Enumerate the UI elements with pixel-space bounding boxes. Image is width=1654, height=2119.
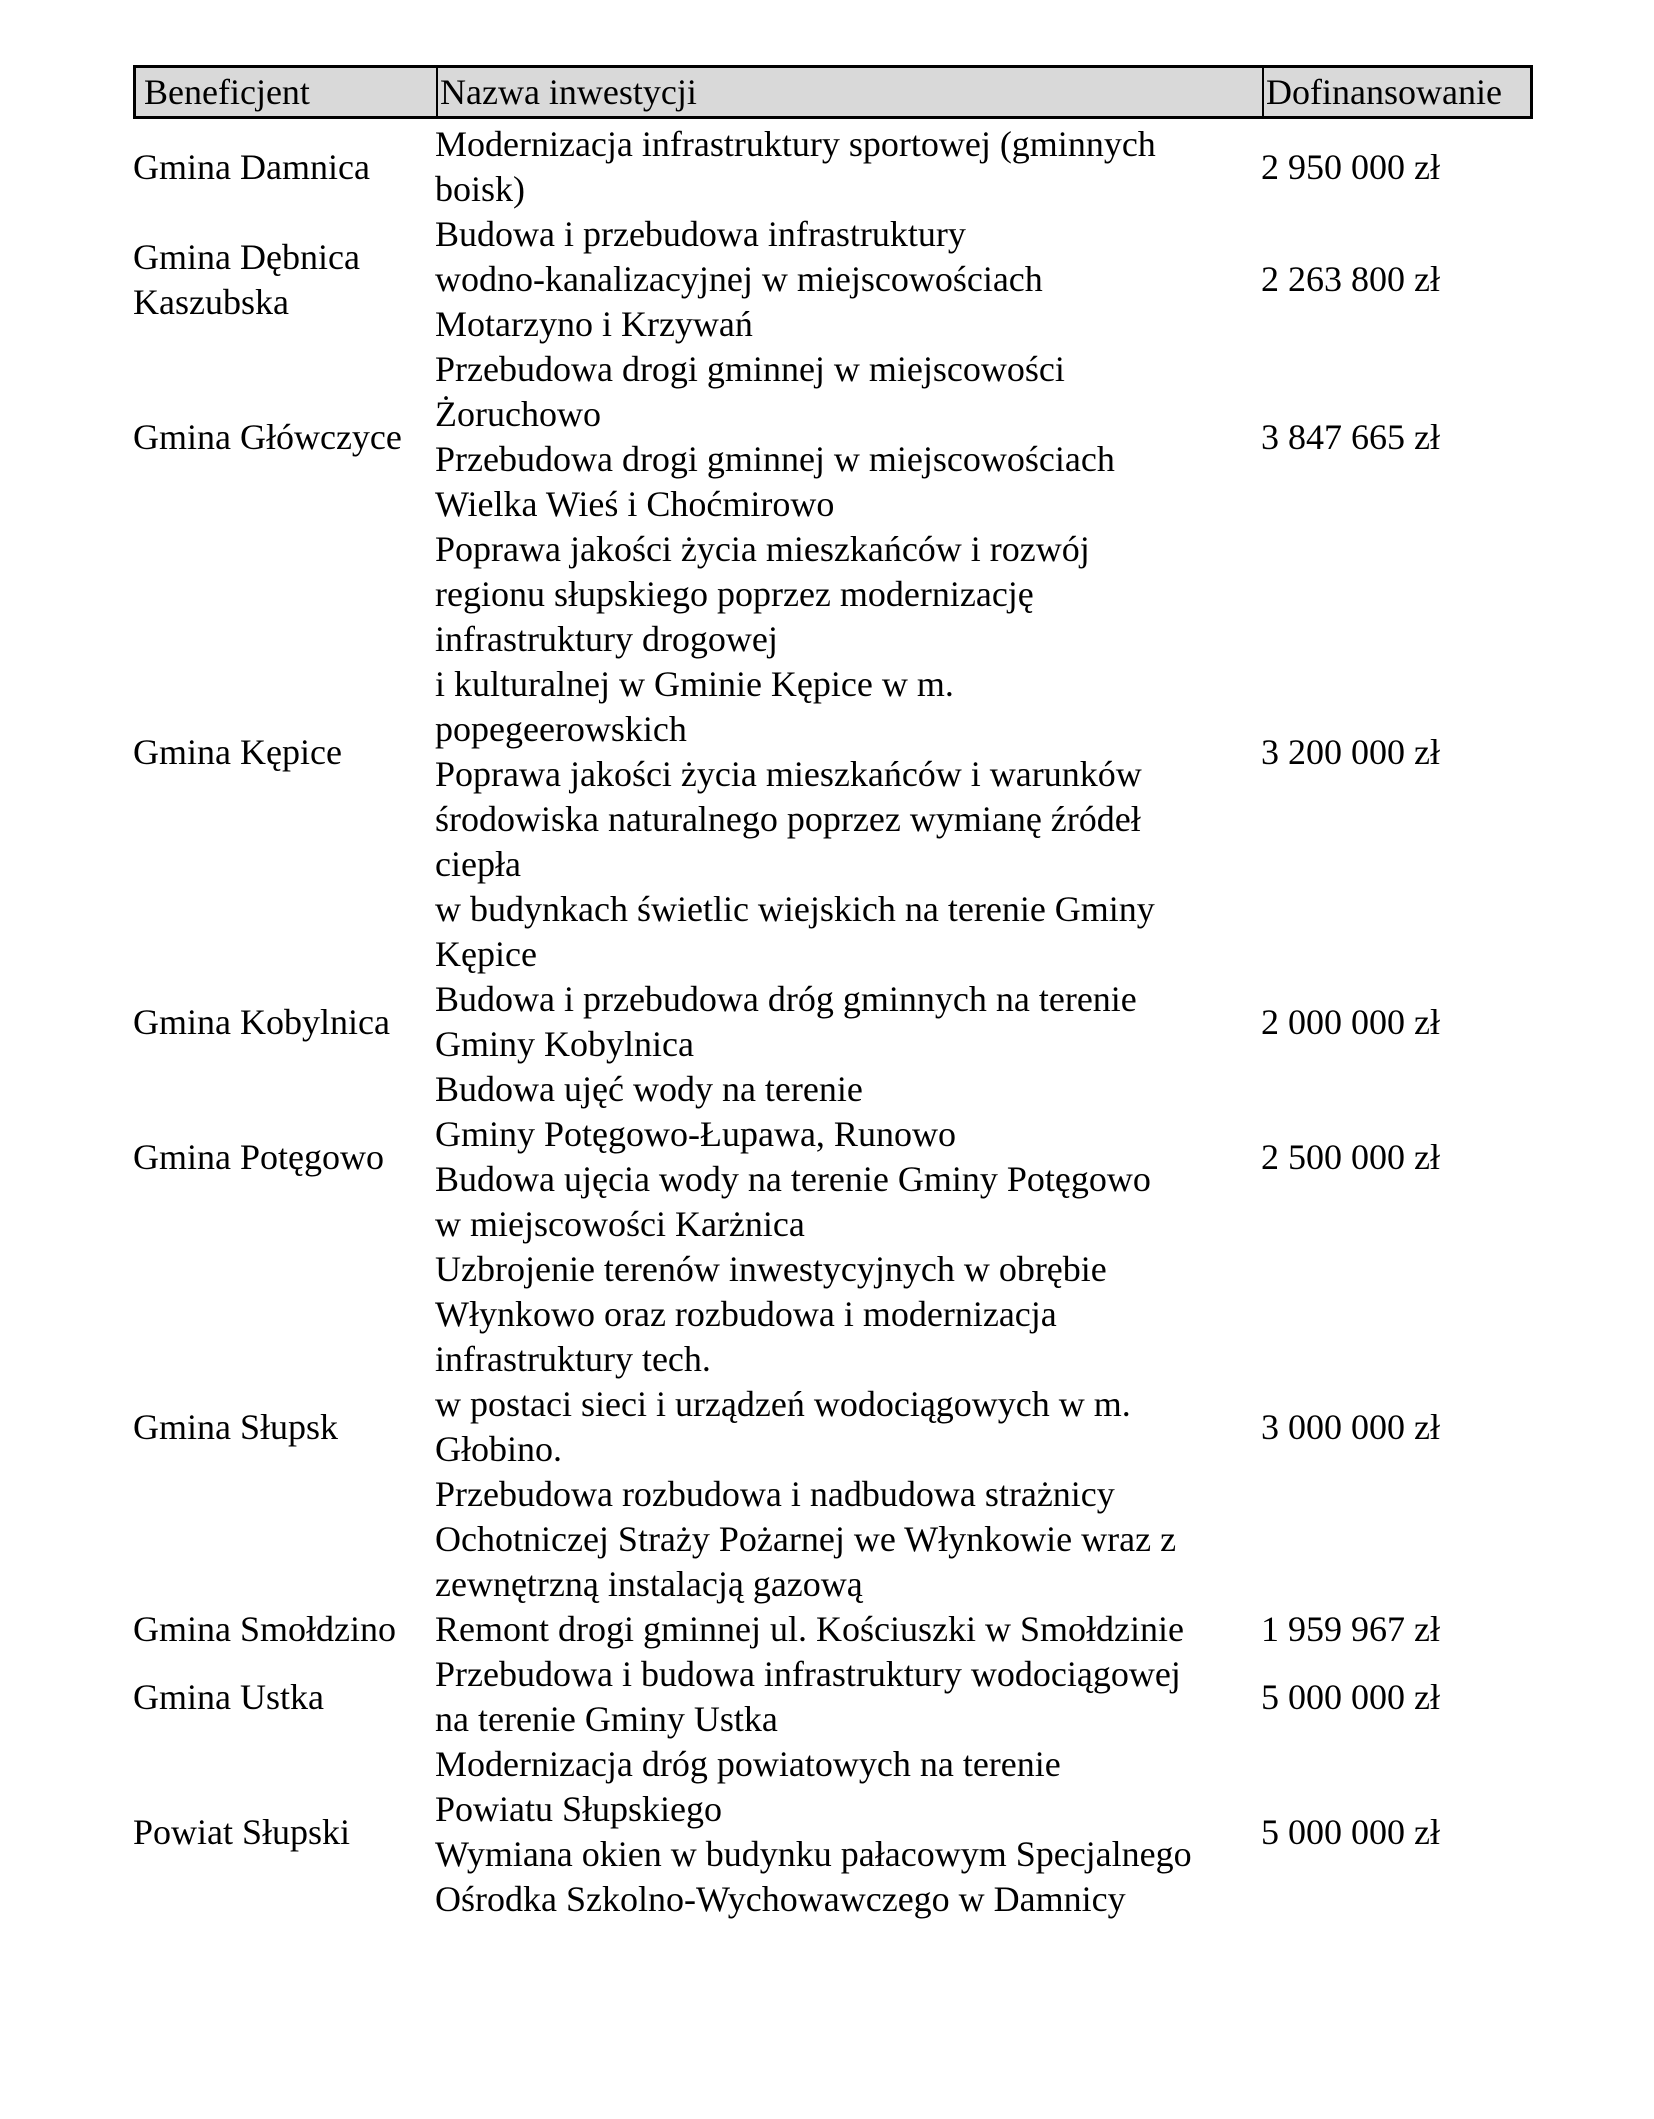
funding-cell: 1 959 967 zł bbox=[1261, 1609, 1440, 1649]
table-row bbox=[133, 1607, 1533, 1652]
investment-line: Kępice bbox=[435, 934, 537, 974]
investment-line: zewnętrzną instalacją gazową bbox=[435, 1564, 863, 1604]
beneficiary-cell bbox=[133, 730, 435, 775]
beneficiary-cell bbox=[133, 1675, 435, 1720]
table-header bbox=[133, 65, 1533, 119]
beneficiary-line: Gmina Potęgowo bbox=[133, 1136, 384, 1177]
table-row bbox=[133, 212, 1533, 347]
beneficiary-line: Gmina Kępice bbox=[133, 731, 342, 772]
investment-line: infrastruktury tech. bbox=[435, 1339, 711, 1379]
investment-line: wodno-kanalizacyjnej w miejscowościach bbox=[435, 259, 1043, 299]
investment-line: popegeerowskich bbox=[435, 709, 687, 749]
investment-line: Wielka Wieś i Choćmirowo bbox=[435, 484, 835, 524]
funding-cell: 2 263 800 zł bbox=[1261, 259, 1440, 299]
investment-line: Przebudowa drogi gminnej w miejscowości bbox=[435, 349, 1065, 389]
investment-line: i kulturalnej w Gminie Kępice w m. bbox=[435, 664, 954, 704]
investment-cell bbox=[435, 122, 1261, 212]
investment-line: Remont drogi gminnej ul. Kościuszki w Smołdzinie bbox=[435, 1609, 1184, 1649]
investment-line: Przebudowa drogi gminnej w miejscowościach bbox=[435, 439, 1115, 479]
investment-line: w miejscowości Karżnica bbox=[435, 1204, 805, 1244]
beneficiary-cell bbox=[133, 145, 435, 190]
investment-line: Poprawa jakości życia mieszkańców i warunków bbox=[435, 754, 1142, 794]
header-investment: Nazwa inwestycji bbox=[438, 68, 1264, 116]
investment-cell bbox=[435, 347, 1261, 527]
beneficiary-line: Gmina Damnica bbox=[133, 146, 370, 187]
investment-line: Żoruchowo bbox=[435, 394, 601, 434]
investment-line: Budowa i przebudowa infrastruktury bbox=[435, 214, 966, 254]
table-row bbox=[133, 1067, 1533, 1247]
investment-line: Gminy Kobylnica bbox=[435, 1024, 694, 1064]
funding-cell: 5 000 000 zł bbox=[1261, 1676, 1440, 1717]
funding-cell: 2 500 000 zł bbox=[1261, 1136, 1440, 1177]
table-row bbox=[133, 1742, 1533, 1922]
investment-line: ciepła bbox=[435, 844, 521, 884]
investment-cell bbox=[435, 527, 1261, 977]
investment-line: Ośrodka Szkolno-Wychowawczego w Damnicy bbox=[435, 1879, 1126, 1919]
table-row bbox=[133, 1652, 1533, 1742]
beneficiary-cell bbox=[133, 1810, 435, 1855]
beneficiary-line: Kaszubska bbox=[133, 281, 289, 322]
investment-cell bbox=[435, 212, 1261, 347]
investment-line: Wymiana okien w budynku pałacowym Specjalnego bbox=[435, 1834, 1192, 1874]
table-row bbox=[133, 122, 1533, 212]
investment-line: boisk) bbox=[435, 169, 525, 209]
funding-cell: 3 000 000 zł bbox=[1261, 1406, 1440, 1447]
investment-line: Włynkowo oraz rozbudowa i modernizacja bbox=[435, 1294, 1057, 1334]
beneficiary-line: Gmina Smołdzino bbox=[133, 1609, 396, 1649]
funding-cell: 3 847 665 zł bbox=[1261, 416, 1440, 457]
investment-line: w budynkach świetlic wiejskich na terenie Gminy bbox=[435, 889, 1155, 929]
funding-cell: 3 200 000 zł bbox=[1261, 731, 1440, 772]
investment-line: Gminy Potęgowo-Łupawa, Runowo bbox=[435, 1114, 956, 1154]
investment-line: Uzbrojenie terenów inwestycyjnych w obrębie bbox=[435, 1249, 1107, 1289]
investment-cell bbox=[435, 977, 1261, 1067]
investment-line: Budowa ujęć wody na terenie bbox=[435, 1069, 863, 1109]
table-row bbox=[133, 527, 1533, 977]
funding-cell: 5 000 000 zł bbox=[1261, 1811, 1440, 1852]
beneficiary-line: Gmina Główczyce bbox=[133, 416, 402, 457]
beneficiary-line: Gmina Dębnica bbox=[133, 236, 360, 277]
investment-cell bbox=[435, 1067, 1261, 1247]
beneficiary-line: Powiat Słupski bbox=[133, 1811, 351, 1852]
table-row bbox=[133, 1247, 1533, 1607]
table-row bbox=[133, 977, 1533, 1067]
table-row bbox=[133, 347, 1533, 527]
investment-line: regionu słupskiego poprzez modernizację bbox=[435, 574, 1034, 614]
beneficiary-line: Gmina Ustka bbox=[133, 1676, 324, 1717]
investment-line: środowiska naturalnego poprzez wymianę źródeł bbox=[435, 799, 1141, 839]
header-beneficiary: Beneficjent bbox=[136, 68, 438, 116]
investment-line: Ochotniczej Straży Pożarnej we Włynkowie wraz z bbox=[435, 1519, 1177, 1559]
investment-line: na terenie Gminy Ustka bbox=[435, 1699, 778, 1739]
investment-line: w postaci sieci i urządzeń wodociągowych w m. bbox=[435, 1384, 1131, 1424]
beneficiary-line: Gmina Kobylnica bbox=[133, 1001, 390, 1042]
beneficiary-cell bbox=[133, 1405, 435, 1450]
investment-line: Motarzyno i Krzywań bbox=[435, 304, 753, 344]
investment-line: Modernizacja dróg powiatowych na terenie bbox=[435, 1744, 1061, 1784]
investment-line: Modernizacja infrastruktury sportowej (gminnych bbox=[435, 124, 1156, 164]
header-funding: Dofinansowanie bbox=[1266, 72, 1502, 112]
beneficiary-cell bbox=[133, 415, 435, 460]
table-body bbox=[133, 122, 1533, 1922]
investment-line: Głobino. bbox=[435, 1429, 563, 1469]
investment-line: infrastruktury drogowej bbox=[435, 619, 778, 659]
investment-line: Budowa ujęcia wody na terenie Gminy Potęgowo bbox=[435, 1159, 1151, 1199]
beneficiary-cell bbox=[133, 1135, 435, 1180]
beneficiary-cell bbox=[133, 235, 435, 325]
beneficiary-cell bbox=[133, 1607, 435, 1652]
investment-cell bbox=[435, 1742, 1261, 1922]
investment-line: Poprawa jakości życia mieszkańców i rozwój bbox=[435, 529, 1090, 569]
investment-cell bbox=[435, 1652, 1261, 1742]
funding-cell: 2 000 000 zł bbox=[1261, 1001, 1440, 1042]
investment-line: Budowa i przebudowa dróg gminnych na terenie bbox=[435, 979, 1137, 1019]
funding-cell: 2 950 000 zł bbox=[1261, 146, 1440, 187]
investment-cell bbox=[435, 1247, 1261, 1607]
beneficiary-cell bbox=[133, 1000, 435, 1045]
investment-cell bbox=[435, 1607, 1261, 1652]
investment-line: Przebudowa rozbudowa i nadbudowa strażnicy bbox=[435, 1474, 1115, 1514]
beneficiary-line: Gmina Słupsk bbox=[133, 1406, 339, 1447]
investment-line: Przebudowa i budowa infrastruktury wodociągowej bbox=[435, 1654, 1181, 1694]
investment-line: Powiatu Słupskiego bbox=[435, 1789, 723, 1829]
